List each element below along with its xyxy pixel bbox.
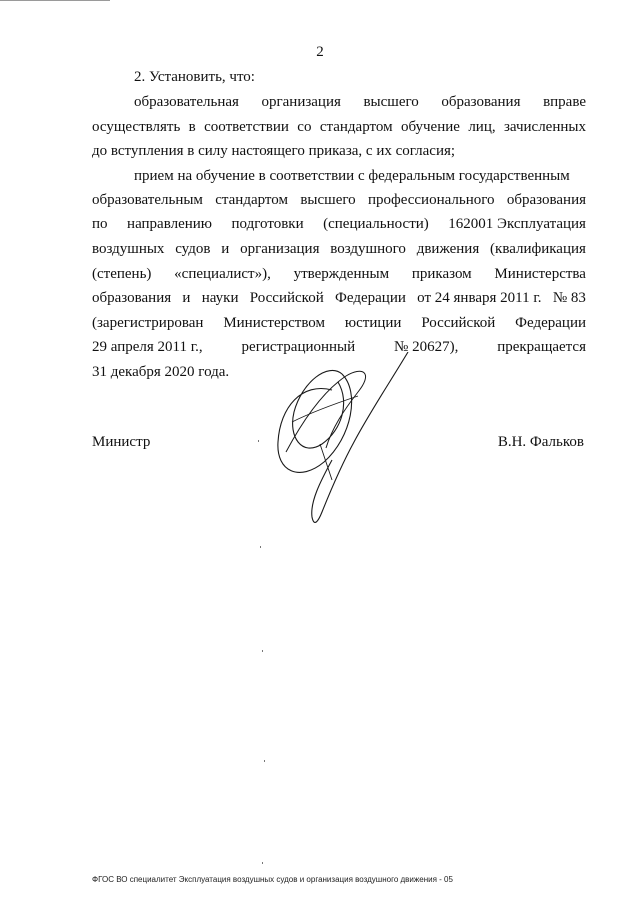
paragraph-line: по направлению подготовки (специальности) 162001 Эксплуатация — [92, 216, 586, 232]
paragraph-line: образования и науки Российской Федерации от 24 января 2011 г. № 83 — [92, 290, 586, 306]
scan-speck — [262, 650, 263, 652]
paragraph-line: 31 декабря 2020 года. — [92, 364, 230, 380]
footer-note: ФГОС ВО специалитет Эксплуатация воздушных судов и организация воздушного движения - 05 — [92, 875, 453, 884]
scan-speck — [260, 546, 261, 548]
paragraph-line: до вступления в силу настоящего приказа, с их согласия; — [92, 143, 456, 159]
paragraph-line: образовательным стандартом высшего профессионального образования — [92, 192, 586, 208]
paragraph-line: 29 апреля 2011 г., регистрационный № 20627), прекращается — [92, 339, 586, 355]
scan-speck — [258, 440, 259, 442]
paragraph-item-2: 2. Установить, что: — [134, 69, 255, 85]
page-number: 2 — [316, 44, 324, 60]
paragraph-line: (степень) «специалист»), утвержденным приказом Министерства — [92, 266, 586, 282]
scan-speck — [264, 760, 265, 762]
signer-title: Министр — [92, 434, 151, 450]
handwritten-signature — [262, 352, 412, 532]
paragraph-line: (зарегистрирован Министерством юстиции Российской Федерации — [92, 315, 586, 331]
scan-speck — [262, 862, 263, 864]
paragraph-line: прием на обучение в соответствии с федеральным государственным — [134, 168, 570, 184]
paragraph-line: осуществлять в соответствии со стандартом обучение лиц, зачисленных — [92, 119, 586, 135]
scan-edge-mark — [0, 0, 110, 7]
paragraph-line: воздушных судов и организация воздушного движения (квалификация — [92, 241, 586, 257]
paragraph-line: образовательная организация высшего образования вправе — [134, 94, 586, 110]
signer-name: В.Н. Фальков — [497, 434, 584, 450]
